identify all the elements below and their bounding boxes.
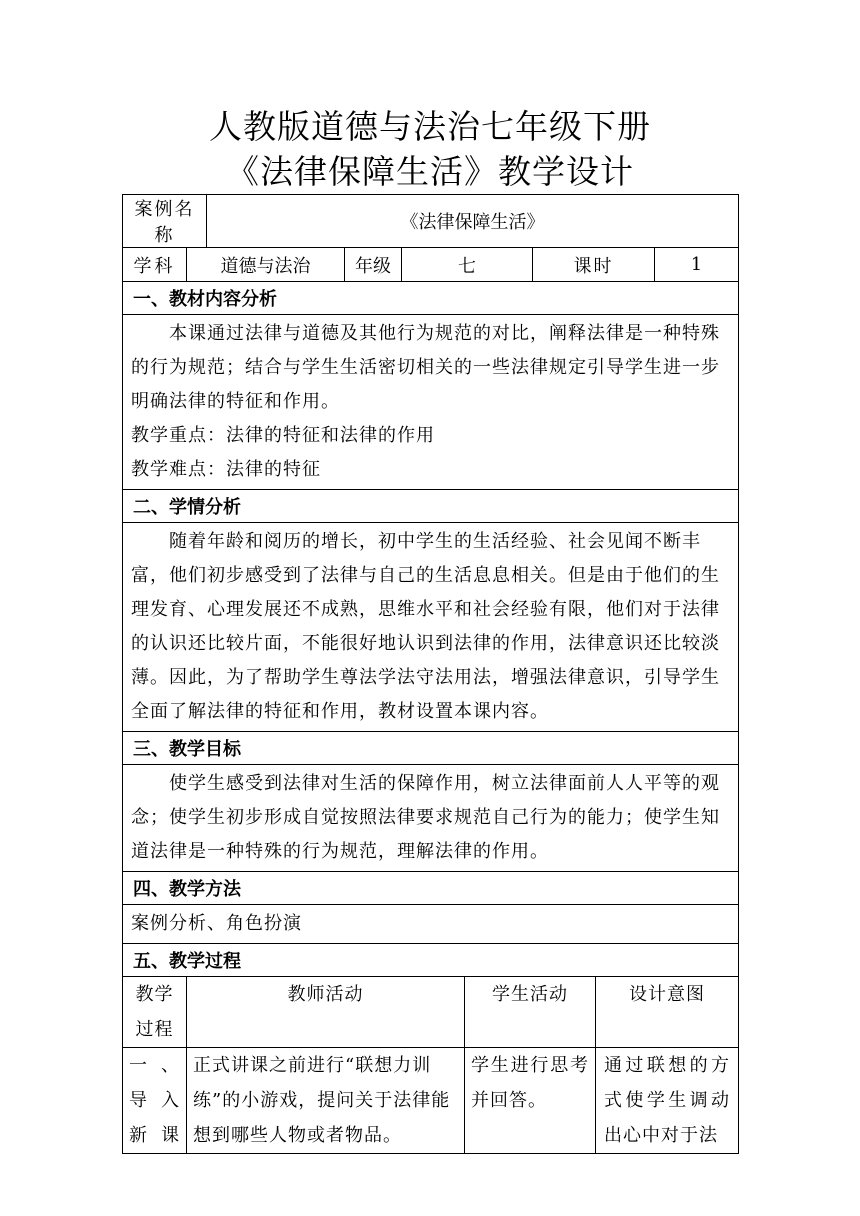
section-heading-learner-analysis: 二、学情分析 — [123, 490, 739, 523]
document-title-line1: 人教版道德与法治七年级下册 — [209, 107, 651, 146]
subject-value: 道德与法治 — [187, 248, 345, 282]
process-row-intent: 通过联想的方式使学生调动出心中对于法 — [596, 1048, 739, 1154]
section-heading-teaching-goals: 三、教学目标 — [123, 732, 739, 765]
process-header-student: 学生活动 — [465, 977, 596, 1048]
teaching-difficulty: 教学难点：法律的特征 — [131, 459, 321, 480]
section-heading-teaching-process: 五、教学过程 — [123, 944, 739, 977]
process-header-intent: 设计意图 — [596, 977, 739, 1048]
period-label: 课时 — [533, 248, 655, 282]
teaching-focus: 教学重点：法律的特征和法律的作用 — [131, 425, 435, 446]
content-analysis-paragraph: 本课通过法律与道德及其他行为规范的对比，阐释法律是一种特殊的行为规范；结合与学生生活密切相关的一些法律规定引导学生进一步明确法律的特征和作用。 — [131, 323, 720, 412]
section-heading-content-analysis: 一、教材内容分析 — [123, 282, 739, 315]
case-name-label: 案例名称 — [123, 195, 207, 248]
section-heading-teaching-methods: 四、教学方法 — [123, 872, 739, 905]
case-name-value: 《法律保障生活》 — [207, 195, 739, 248]
subject-label: 学科 — [123, 248, 187, 282]
process-header-stage: 教学过程 — [123, 977, 187, 1048]
teaching-methods-text: 案例分析、角色扮演 — [123, 905, 739, 944]
content-analysis-body — [123, 315, 739, 490]
grade-value: 七 — [402, 248, 533, 282]
lesson-plan-table — [122, 194, 739, 1154]
process-row-student: 学生进行思考并回答。 — [465, 1048, 596, 1154]
process-row-stage: 一、导入新课 — [123, 1048, 187, 1154]
process-row-teacher: 正式讲课之前进行“联想力训练”的小游戏，提问关于法律能想到哪些人物或者物品。 — [187, 1048, 465, 1154]
grade-label: 年级 — [345, 248, 402, 282]
learner-analysis-paragraph: 随着年龄和阅历的增长，初中学生的生活经验、社会见闻不断丰富，他们初步感受到了法律与自己的生活息息相关。但是由于他们的生理发育、心理发展还不成熟，思维水平和社会经验有限，他们对于法律的认识还比较片面，不能很好地认识到法律的作用，法律意识还比较淡薄。因此，为了帮助学生尊法学法守法用法，增强法律意识，引导学生全面了解法律的特征和作用，教材设置本课内容。 — [123, 523, 739, 732]
process-header-teacher: 教师活动 — [187, 977, 465, 1048]
teaching-goals-paragraph: 使学生感受到法律对生活的保障作用，树立法律面前人人平等的观念；使学生初步形成自觉按照法律要求规范自己行为的能力；使学生知道法律是一种特殊的行为规范，理解法律的作用。 — [123, 765, 739, 872]
document-title-line2: 《法律保障生活》教学设计 — [226, 152, 634, 191]
period-value: 1 — [655, 248, 739, 282]
